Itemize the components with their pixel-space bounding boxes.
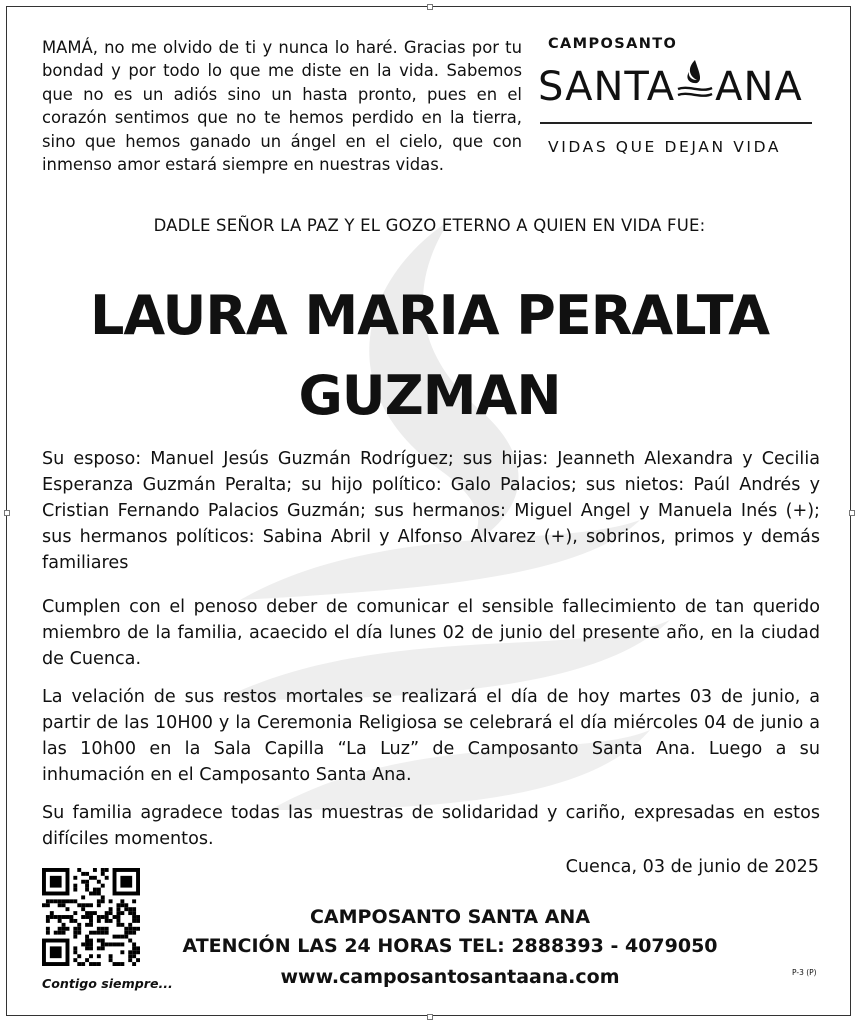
thanks-paragraph: Su familia agradece todas las muestras de solidaridad y cariño, expresadas en estos difíciles momentos. [42, 803, 820, 849]
crop-mark-right [849, 510, 855, 516]
ceremony-paragraph: La velación de sus restos mortales se realizará el día de hoy martes 03 de junio, a partir de las 10H00 y la Ceremonia Religiosa se celebrará el día miércoles 04 de junio a las 10h00 en la Sala Capilla “La Luz” de Camposanto Santa Ana. Luego a su inhumación en el Camposanto Santa Ana. [42, 687, 820, 785]
logo-tagline: VIDAS QUE DEJAN VIDA [548, 138, 782, 156]
qr-code-icon[interactable] [42, 868, 140, 966]
deceased-name-line2: GUZMAN [298, 364, 561, 427]
prayer-heading: DADLE SEÑOR LA PAZ Y EL GOZO ETERNO A QUIEN EN VIDA FUE: [153, 216, 706, 235]
flame-icon [675, 58, 715, 104]
logo-top-text: CAMPOSANTO [548, 36, 678, 52]
footer-website-link[interactable]: www.camposantosantaana.com [280, 966, 620, 988]
crop-mark-bottom [427, 1014, 433, 1020]
crop-mark-top [427, 4, 433, 10]
print-code: P-3 (P) [792, 968, 817, 977]
crop-mark-left [4, 510, 10, 516]
logo-main-text [538, 58, 803, 112]
footer-phone: ATENCIÓN LAS 24 HORAS TEL: 2888393 - 4079050 [182, 935, 718, 957]
deceased-name-line1: LAURA MARIA PERALTA [89, 284, 770, 347]
announcement-paragraph: Cumplen con el penoso deber de comunicar el sensible fallecimiento de tan querido miembro de la familia, acaecido el día lunes 02 de junio del presente año, en la ciudad de Cuenca. [42, 597, 820, 669]
intro-dedication: MAMÁ, no me olvido de ti y nunca lo haré. Gracias por tu bondad y por todo lo que me diste en la vida. Sabemos que no es un adiós sino un hasta pronto, pues en el corazón sentimos que no te hemos perdido en la tierra, sino que hemos ganado un ángel en el cielo, que con inmenso amor estará siempre en nuestras vidas. [42, 38, 522, 175]
date-line: Cuenca, 03 de junio de 2025 [565, 857, 819, 877]
family-paragraph: Su esposo: Manuel Jesús Guzmán Rodríguez; sus hijas: Jeanneth Alexandra y Cecilia Esperanza Guzmán Peralta; su hijo político: Galo Palacios; sus nietos: Paúl Andrés y Cristian Fernando Palacios Guzmán; sus hermanos: Miguel Angel y Manuela Inés (+); sus hermanos políticos: Sabina Abril y Alfonso Alvarez (+), sobrinos, primos y demás familiares [42, 449, 820, 573]
logo-main-right: ANA [715, 64, 803, 110]
logo-main-left: SANTA [538, 64, 676, 110]
camposanto-logo [536, 36, 820, 166]
logo-divider [540, 122, 812, 124]
footer-company-name: CAMPOSANTO SANTA ANA [309, 906, 591, 928]
deceased-name [0, 276, 859, 436]
qr-caption: Contigo siempre... [42, 976, 173, 991]
